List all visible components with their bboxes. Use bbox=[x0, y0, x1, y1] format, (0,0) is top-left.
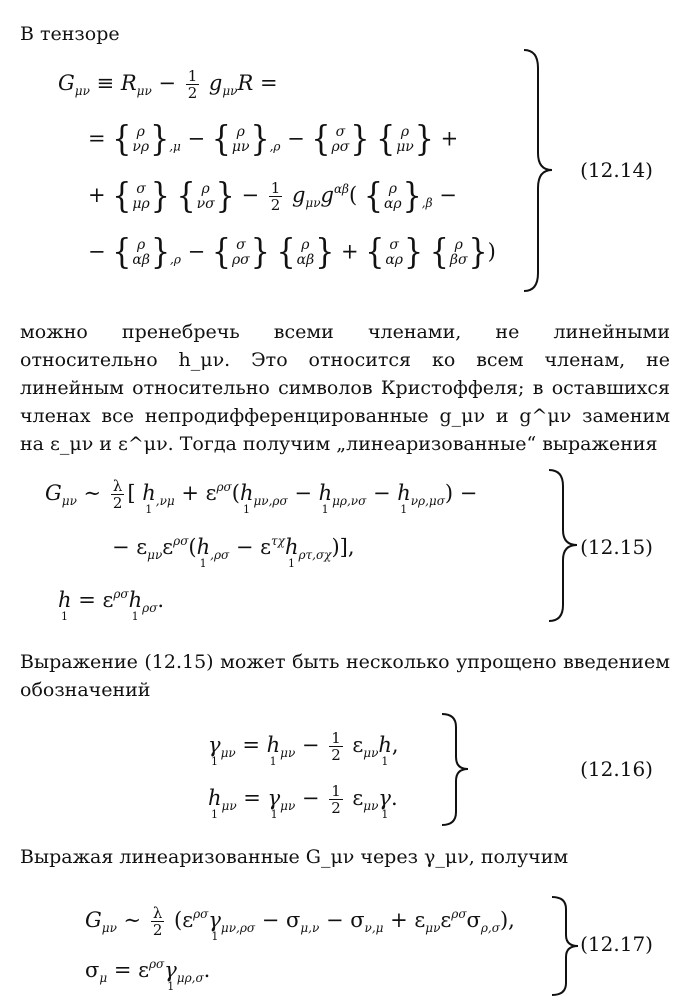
intro-text: В тензоре bbox=[20, 23, 120, 45]
paragraph-linearization: можно пренебречь всеми членами, не линейными относительно h_μν. Это относится ко всем членам, не линейным относительно символов Кристоффеля; в оставшихся членах все непродифференцированные g_μν и g^μν заменим на ε_μν и ε^μν. Тогда получим „линеаризованные“ выражения bbox=[20, 321, 670, 455]
equation-number: (12.15) bbox=[580, 535, 653, 559]
equation-number: (12.17) bbox=[580, 932, 653, 956]
right-brace-icon bbox=[520, 48, 560, 293]
equation-number: (12.14) bbox=[580, 158, 653, 182]
equation-number: (12.16) bbox=[580, 757, 653, 781]
paragraph-simplification: Выражение (12.15) может быть несколько упрощено введением обозначений bbox=[20, 651, 670, 701]
right-brace-icon bbox=[438, 712, 478, 827]
right-brace-icon bbox=[545, 468, 585, 623]
paragraph-expression: Выражая линеаризованные G_μν через γ_μν, получим bbox=[20, 846, 569, 868]
